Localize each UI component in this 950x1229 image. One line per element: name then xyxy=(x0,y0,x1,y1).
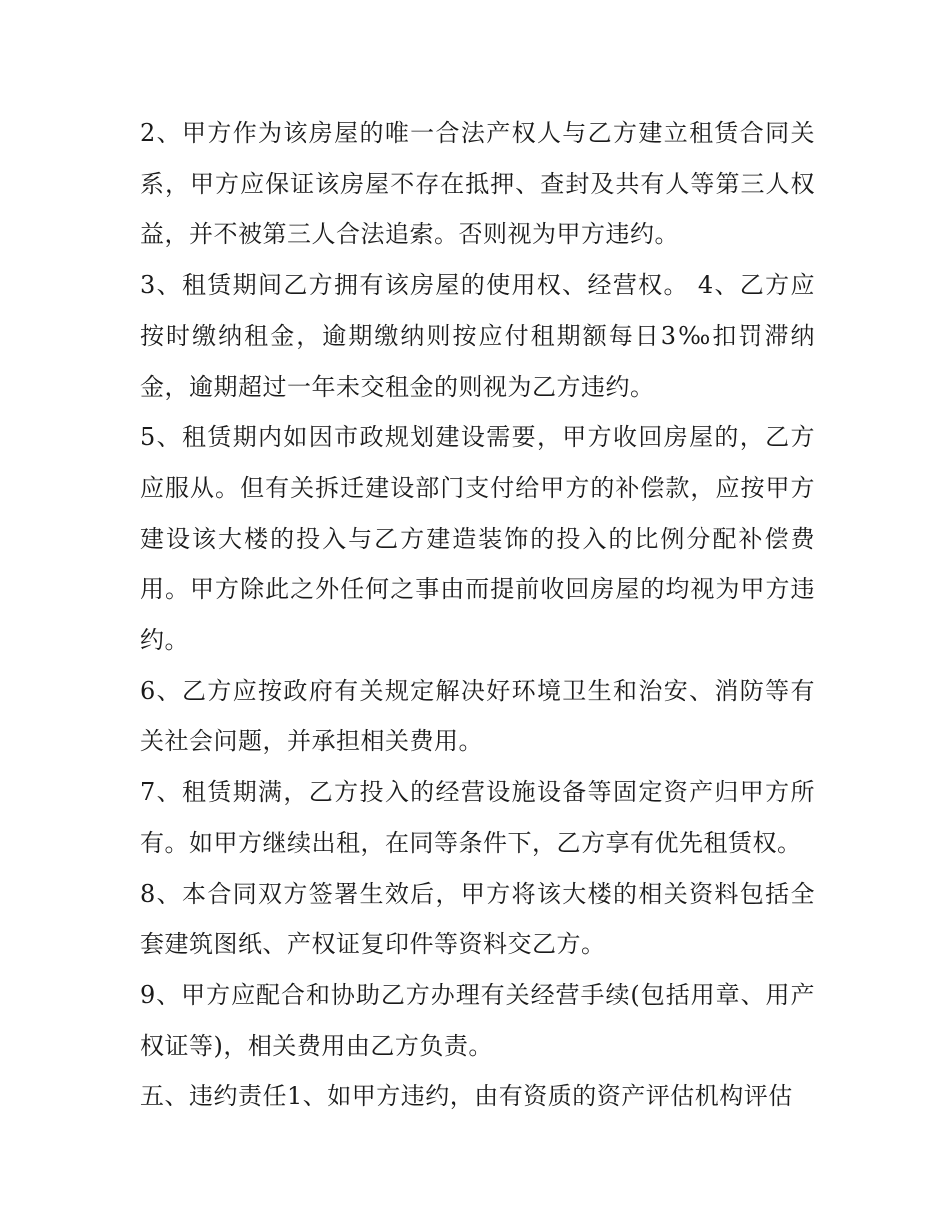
clause-2-paragraph: 2、甲方作为该房屋的唯一合法产权人与乙方建立租赁合同关系，甲方应保证该房屋不存在抵押、查封及共有人等第三人权益，并不被第三人合法追索。否则视为甲方违约。 xyxy=(140,119,815,249)
section-5-breach-paragraph: 五、违约责任1、如甲方违约，由有资质的资产评估机构评估 xyxy=(140,1082,793,1111)
clause-9-paragraph: 9、甲方应配合和协助乙方办理有关经营手续(包括用章、用产权证等)，相关费用由乙方负责。 xyxy=(140,980,815,1060)
clause-8-paragraph: 8、本合同双方签署生效后，甲方将该大楼的相关资料包括全套建筑图纸、产权证复印件等资料交乙方。 xyxy=(140,879,815,959)
clause-7-paragraph: 7、租赁期满，乙方投入的经营设施设备等固定资产归甲方所有。如甲方继续出租，在同等条件下，乙方享有优先租赁权。 xyxy=(140,778,815,857)
clause-5-paragraph: 5、租赁期内如因市政规划建设需要，甲方收回房屋的，乙方应服从。但有关拆迁建设部门支付给甲方的补偿款，应按甲方建设该大楼的投入与乙方建造装饰的投入的比例分配补偿费用。甲方除此之外任何之事由而提前收回房屋的均视为甲方违约。 xyxy=(140,423,815,655)
clause-3-4-paragraph: 3、租赁期间乙方拥有该房屋的使用权、经营权。 4、乙方应按时缴纳租金，逾期缴纳则按应付租期额每日3‰扣罚滞纳金，逾期超过一年未交租金的则视为乙方违约。 xyxy=(140,271,815,401)
document-body xyxy=(140,108,815,1122)
clause-6-paragraph: 6、乙方应按政府有关规定解决好环境卫生和治安、消防等有关社会问题，并承担相关费用。 xyxy=(140,676,815,756)
